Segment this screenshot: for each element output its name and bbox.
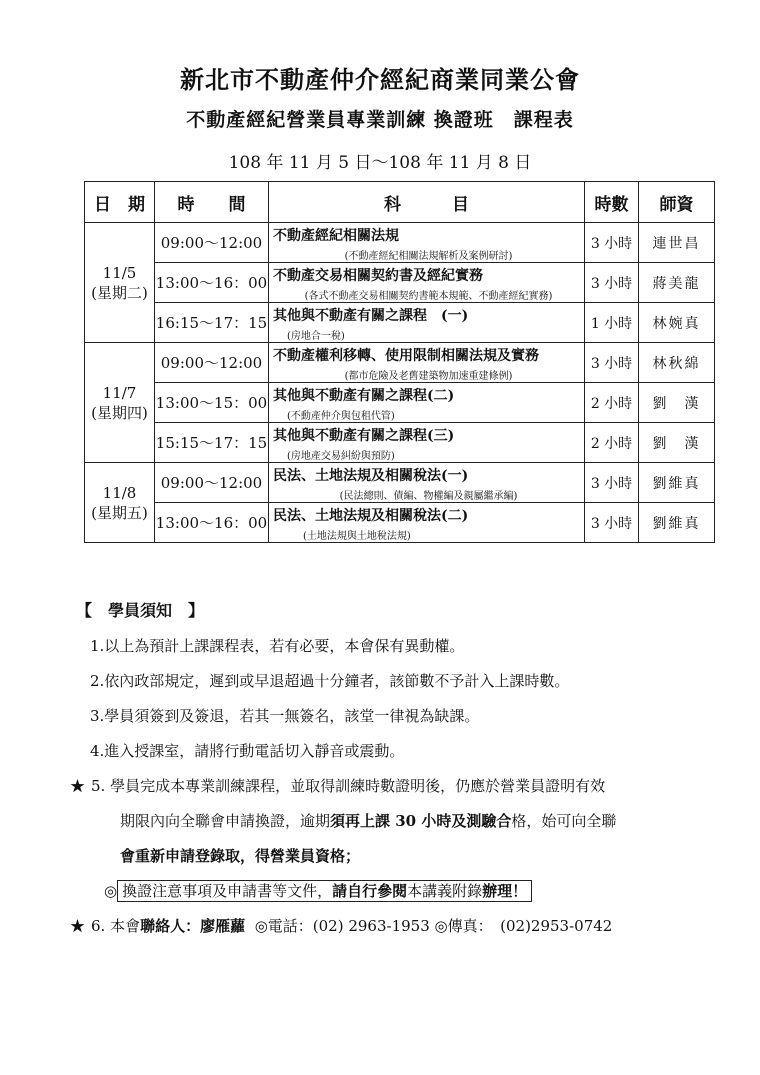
note-item-5 <box>70 775 726 796</box>
star-icon: ★ <box>70 917 86 935</box>
hours-cell: 2 小時 <box>585 423 639 463</box>
hours-cell: 3 小時 <box>585 263 639 303</box>
time-cell: 13:00～16：00 <box>155 503 269 543</box>
subject-detail: (各式不動產交易相關契約書範本規範、不動產經紀實務) <box>304 291 553 302</box>
contact-person: 聯絡人：廖雁蘿 <box>140 917 246 935</box>
note-number: 5. <box>91 777 106 795</box>
subject-cell <box>269 223 585 263</box>
date-text: 11/8 <box>102 483 137 502</box>
date-cell <box>85 343 155 463</box>
date-cell <box>85 463 155 543</box>
subject-title: 民法、土地法規及相關稅法(一) <box>273 468 469 484</box>
header-hours: 時數 <box>585 182 639 223</box>
box-text: 換證注意事項及申請書等文件， <box>122 882 333 900</box>
date-cell <box>85 223 155 343</box>
subject-cell <box>269 303 585 343</box>
table-row <box>85 343 715 383</box>
hours-cell: 2 小時 <box>585 383 639 423</box>
subject-title: 不動產交易相關契約書及經紀實務 <box>273 268 483 284</box>
header-time: 時 間 <box>155 182 269 223</box>
box-emphasis: 辦理！ <box>482 882 528 900</box>
contact-phone: ◎電話：(02) 2963-1953 <box>254 917 430 935</box>
subject-cell <box>269 383 585 423</box>
note-item: 4.進入授課室，請將行動電話切入靜音或震動。 <box>90 742 405 760</box>
box-text: 本講義附錄 <box>407 882 483 900</box>
subject-title: 其他與不動產有關之課程 (一) <box>273 308 469 324</box>
note-text: 格，始可向全聯 <box>511 812 617 830</box>
table-row <box>85 423 715 463</box>
note-item: 1.以上為預計上課課程表，若有必要，本會保有異動權。 <box>90 637 465 655</box>
subject-cell <box>269 463 585 503</box>
subject-detail: (房地合一稅) <box>287 331 345 342</box>
table-row <box>85 303 715 343</box>
table-row <box>85 263 715 303</box>
hours-cell: 3 小時 <box>585 463 639 503</box>
student-notes <box>70 598 726 950</box>
time-cell: 09:00～12:00 <box>155 223 269 263</box>
weekday-text: (星期五) <box>91 503 148 522</box>
teacher-cell: 劉 漢 <box>639 383 715 423</box>
course-dates: 108 年 11 月 5 日～108 年 11 月 8 日 <box>228 153 532 173</box>
teacher-cell: 蔣美龍 <box>639 263 715 303</box>
hours-cell: 3 小時 <box>585 343 639 383</box>
reference-box <box>117 880 532 902</box>
subject-detail: (都市危險及老舊建築物加速重建條例) <box>344 371 513 382</box>
subject-cell <box>269 423 585 463</box>
time-cell: 13:00～15：00 <box>155 383 269 423</box>
hours-cell: 3 小時 <box>585 503 639 543</box>
date-text: 11/5 <box>102 263 137 282</box>
teacher-cell: 連世昌 <box>639 223 715 263</box>
subject-detail: (房地產交易糾紛與預防) <box>287 451 395 462</box>
time-cell: 13:00～16：00 <box>155 263 269 303</box>
subject-title: 其他與不動產有關之課程(二) <box>273 388 455 404</box>
subject-title: 不動產經紀相關法規 <box>273 228 399 244</box>
subject-cell <box>269 503 585 543</box>
note-emphasis: 會重新申請登錄取，得營業員資格； <box>120 847 361 865</box>
subject-title: 不動產權利移轉、使用限制相關法規及實務 <box>273 348 539 364</box>
time-cell: 15:15～17：15 <box>155 423 269 463</box>
table-header-row <box>85 182 715 223</box>
header-date: 日 期 <box>85 182 155 223</box>
notes-heading: 【 學員須知 】 <box>76 601 205 620</box>
time-cell: 16:15～17：15 <box>155 303 269 343</box>
star-icon: ★ <box>70 777 86 795</box>
teacher-cell: 劉維真 <box>639 463 715 503</box>
box-emphasis: 請自行參閱 <box>332 882 408 900</box>
table-row <box>85 503 715 543</box>
teacher-cell: 林秋綿 <box>639 343 715 383</box>
table-row <box>85 383 715 423</box>
note-emphasis: 須再上課 30 小時及測驗合 <box>330 812 512 830</box>
note-text: 期限內向全聯會申請換證，逾期 <box>120 812 331 830</box>
teacher-cell: 林婉真 <box>639 303 715 343</box>
teacher-cell: 劉 漢 <box>639 423 715 463</box>
subject-detail: (土地法規與土地稅法規) <box>303 531 411 542</box>
teacher-cell: 劉維真 <box>639 503 715 543</box>
circle-mark-icon: ◎ <box>104 882 118 900</box>
contact-fax: ◎傳真： (02)2953-0742 <box>434 917 613 935</box>
subject-title: 民法、土地法規及相關稅法(二) <box>273 508 469 524</box>
header-subject: 科 目 <box>269 182 585 223</box>
note-text: 學員完成本專業訓練課程，並取得訓練時數證明後，仍應於營業員證明有效 <box>110 777 606 795</box>
contact-prefix: 本會 <box>110 917 141 935</box>
weekday-text: (星期四) <box>91 403 148 422</box>
subject-detail: (不動產經紀相關法規解析及案例研討) <box>344 251 513 262</box>
note-continuation <box>120 810 726 831</box>
subject-cell <box>269 263 585 303</box>
date-text: 11/7 <box>102 383 137 402</box>
note-number: 6. <box>91 917 106 935</box>
time-cell: 09:00～12:00 <box>155 463 269 503</box>
note-item-6 <box>70 915 726 936</box>
subject-detail: (不動產仲介與包租代管) <box>287 411 395 422</box>
hours-cell: 1 小時 <box>585 303 639 343</box>
subject-cell <box>269 343 585 383</box>
note-continuation <box>120 845 726 866</box>
table-row <box>85 223 715 263</box>
course-title: 不動產經紀營業員專業訓練 換證班 課程表 <box>186 109 574 131</box>
table-row <box>85 463 715 503</box>
time-cell: 09:00～12:00 <box>155 343 269 383</box>
subject-detail: (民法總則、債編、物權編及親屬繼承編) <box>339 491 518 502</box>
hours-cell: 3 小時 <box>585 223 639 263</box>
schedule-table <box>84 181 715 543</box>
reference-line <box>104 880 726 901</box>
org-title: 新北市不動產仲介經紀商業同業公會 <box>180 65 580 94</box>
weekday-text: (星期二) <box>91 283 148 302</box>
note-item: 3.學員須簽到及簽退，若其一無簽名，該堂一律視為缺課。 <box>90 707 480 725</box>
header-teacher: 師資 <box>639 182 715 223</box>
subject-title: 其他與不動產有關之課程(三) <box>273 428 455 444</box>
note-item: 2.依內政部規定，遲到或早退超過十分鐘者，該節數不予計入上課時數。 <box>90 672 570 690</box>
